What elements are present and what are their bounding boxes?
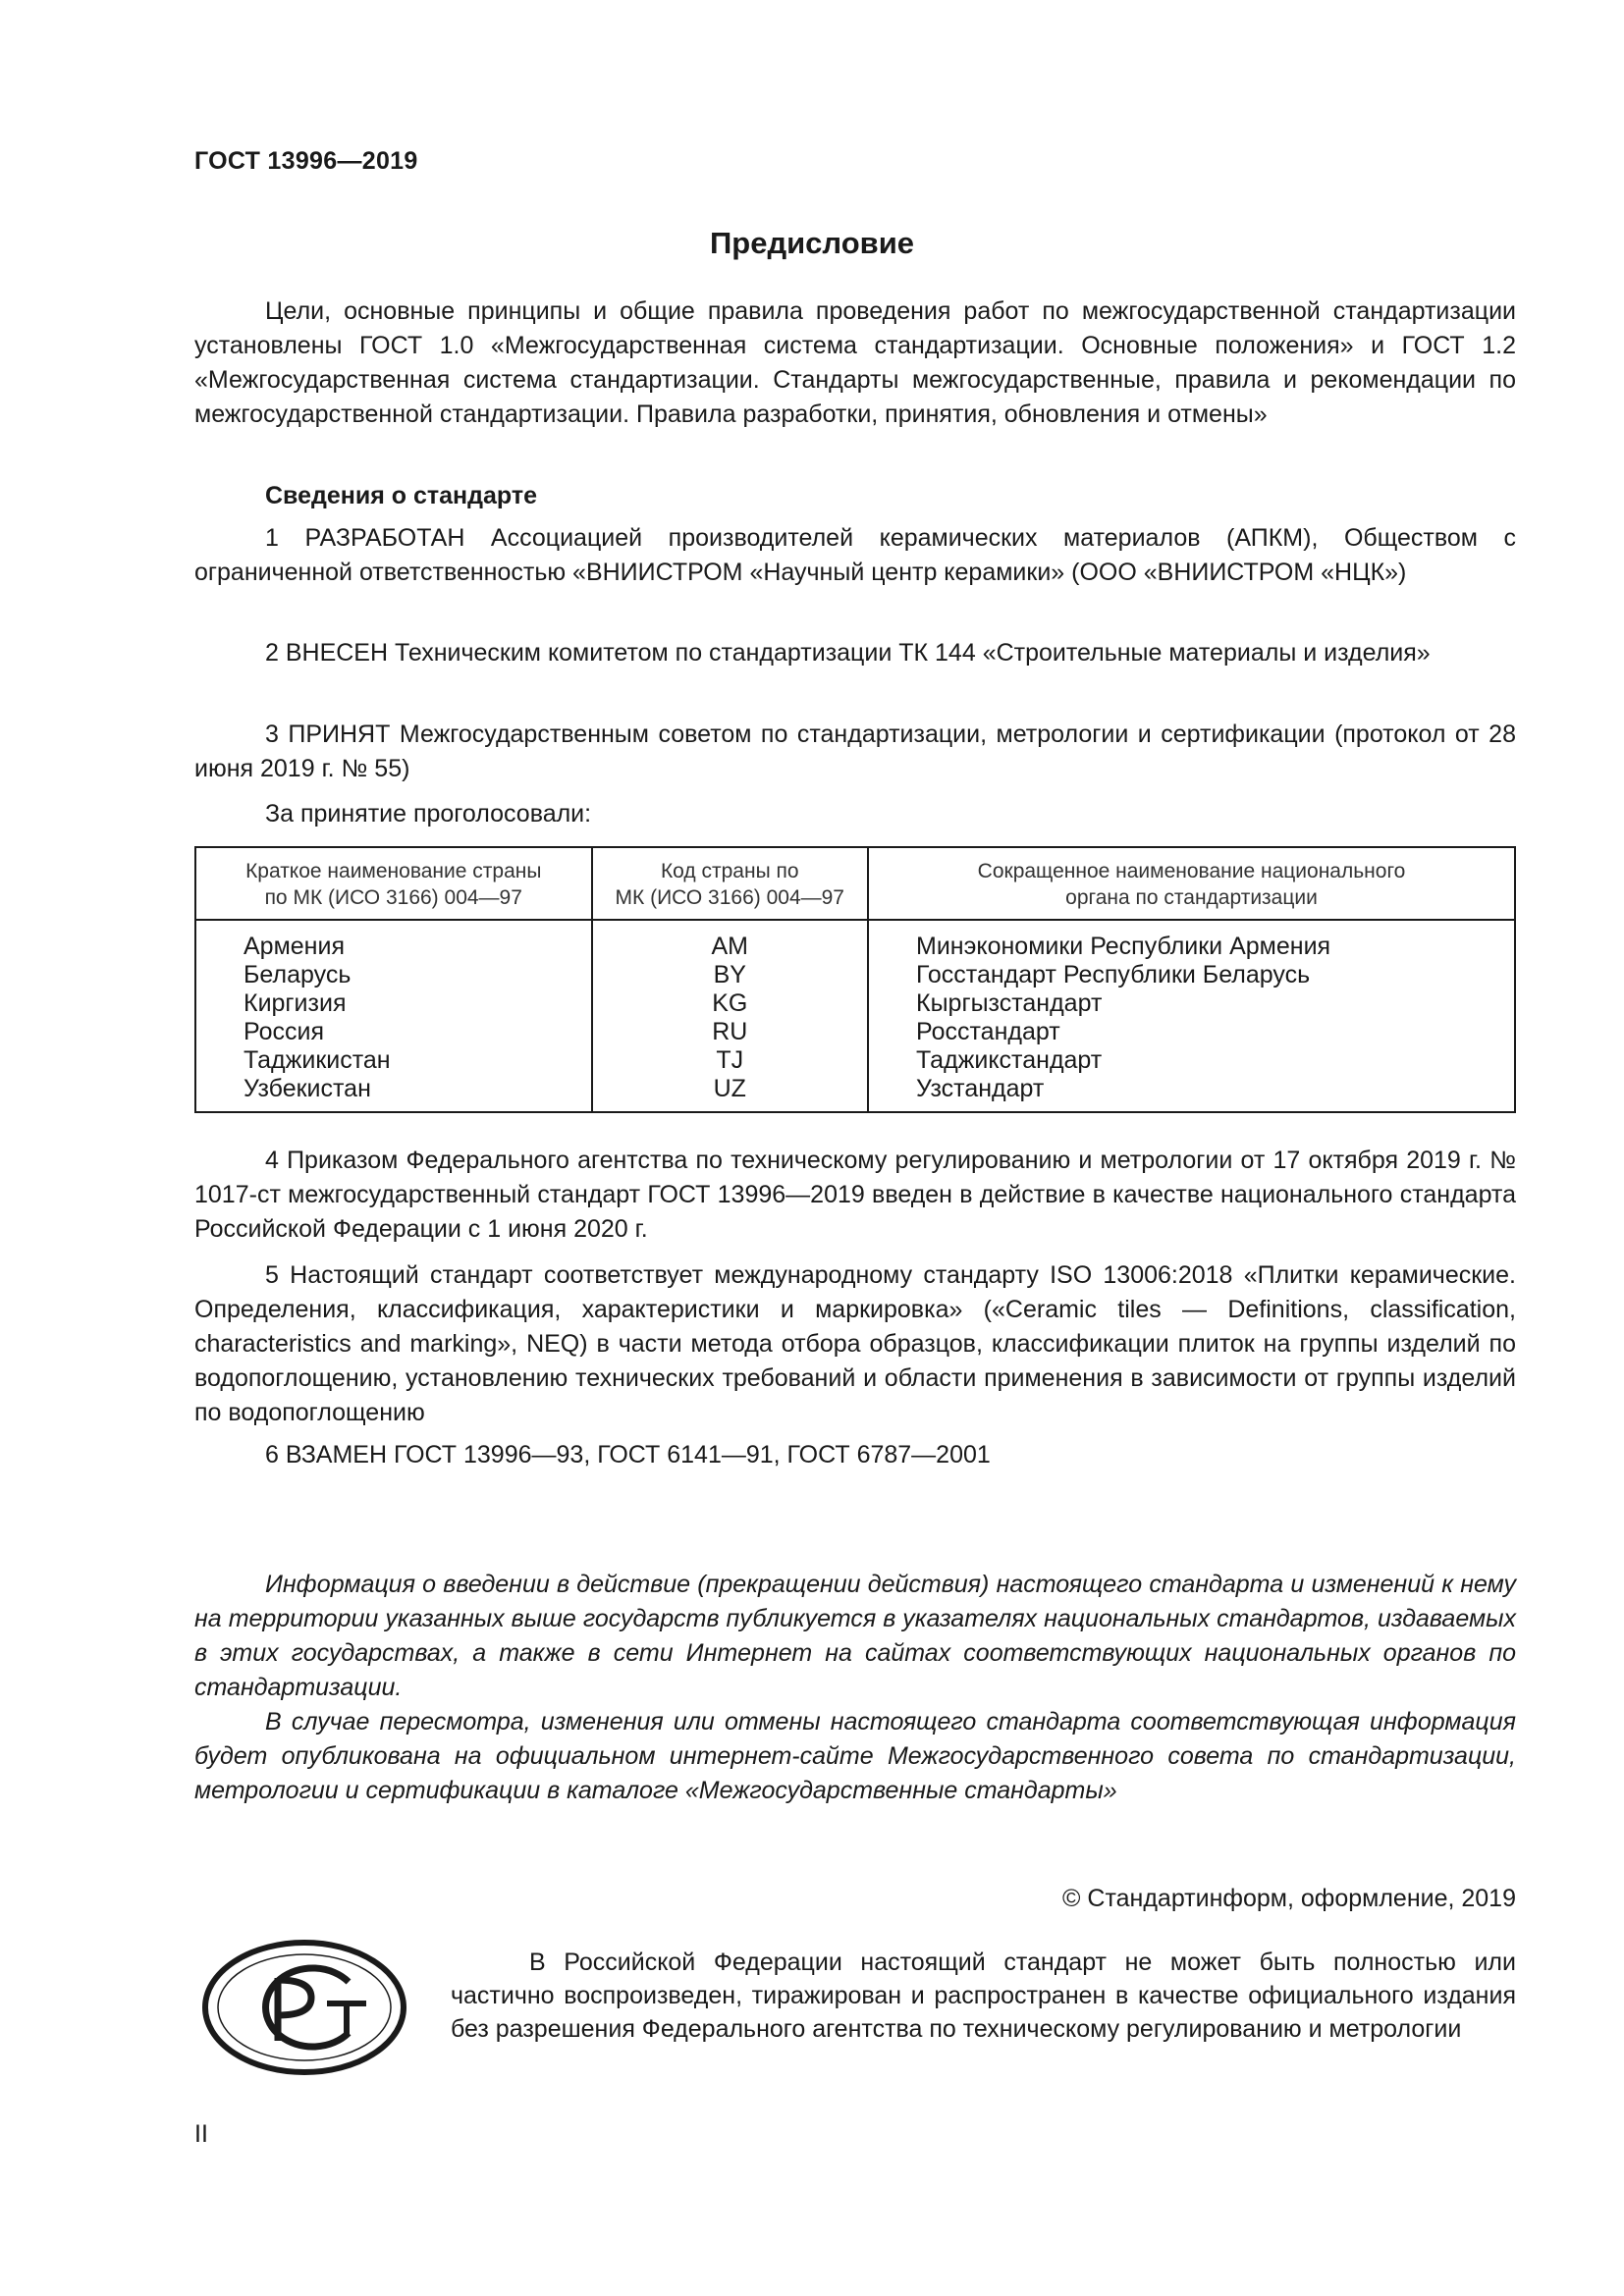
notice-paragraph-1: Информация о введении в действие (прекращении действия) настоящего стандарта и изменений к нему на территории указанных выше государств публикуется в указателях национальных стандартов, издаваемых в этих государствах, а также в сети Интернет на сайтах соответствующих национальных органов по стандартизации. [194,1571,1516,1701]
table-row [195,1018,1515,1046]
page-title: Предисловие [709,226,914,260]
country-cell: Беларусь [195,961,592,989]
country-cell: Киргизия [195,989,592,1018]
header-country-code: Код страны по МК (ИСО 3166) 004—97 [592,847,869,920]
item-3-adopted: 3 ПРИНЯТ Межгосударственным советом по стандартизации, метрологии и сертификации (протокол от 28 июня 2019 г. № 55) [194,721,1516,782]
body-cell: Госстандарт Республики Беларусь [868,961,1515,989]
table-row [195,961,1515,989]
rf-reproduction-notice [451,1946,1516,2046]
table-row [195,920,1515,961]
header-country-name: Краткое наименование страны по МК (ИСО 3166) 004—97 [195,847,592,920]
info-heading: Сведения о стандарте [265,482,538,509]
code-cell: AM [592,920,869,961]
body-cell: Таджикстандарт [868,1046,1515,1075]
header-standards-body: Сокращенное наименование национального органа по стандартизации [868,847,1515,920]
notice-paragraph-2: В случае пересмотра, изменения или отмены настоящего стандарта соответствующая информация будет опубликована на официальном интернет-сайте Межгосударственного совета по стандартизации, метрологии и сертификации в каталоге «Межгосударственные стандарты» [194,1708,1516,1804]
item-6-replaces: 6 ВЗАМЕН ГОСТ 13996—93, ГОСТ 6141—91, ГОСТ 6787—2001 [265,1441,991,1468]
item-4-order: 4 Приказом Федерального агентства по техническому регулированию и метрологии от 17 октября 2019 г. № 1017-ст межгосударственный стандарт ГОСТ 13996—2019 введен в действие в качестве национального стандарта Российской Федерации с 1 июня 2020 г. [194,1147,1516,1243]
country-cell: Армения [195,920,592,961]
item-1-developed: 1 РАЗРАБОТАН Ассоциацией производителей керамических материалов (АПКМ), Обществом с ограниченной ответственностью «ВНИИСТРОМ «Научный центр керамики» (ООО «ВНИИСТРОМ «НЦК») [194,524,1516,586]
document-id: ГОСТ 13996—2019 [194,147,418,175]
copyright: © Стандартинформ, оформление, 2019 [1062,1885,1516,1912]
table-row [195,1075,1515,1112]
voting-table [194,846,1516,1113]
body-cell: Узстандарт [868,1075,1515,1112]
country-cell: Таджикистан [195,1046,592,1075]
country-cell: Узбекистан [195,1075,592,1112]
table-row [195,989,1515,1018]
code-cell: KG [592,989,869,1018]
body-cell: Минэкономики Республики Армения [868,920,1515,961]
intro-paragraph: Цели, основные принципы и общие правила проведения работ по межгосударственной стандартизации установлены ГОСТ 1.0 «Межгосударственная система стандартизации. Основные положения» и ГОСТ 1.2 «Межгосударственная система стандартизации. Стандарты межгосударственные, правила и рекомендации по межгосударственной стандартизации. Правила разработки, принятия, обновления и отмены» [194,297,1516,428]
item-5-correspondence: 5 Настоящий стандарт соответствует международному стандарту ISO 13006:2018 «Плитки керамические. Определения, классификация, характеристики и маркировка» («Ceramic tiles — Definitions, classification, characteristics and marking», NEQ) в части метода отбора образцов, классификации плиток на группы изделий по водопоглощению, установлению технических требований и области применения в зависимости от группы изделий по водопоглощению [194,1261,1516,1426]
body-cell: Росстандарт [868,1018,1515,1046]
table-row [195,1046,1515,1075]
page-number: II [194,2120,208,2148]
code-cell: TJ [592,1046,869,1075]
body-cell: Кыргызстандарт [868,989,1515,1018]
rf-notice-text: В Российской Федерации настоящий стандарт не может быть полностью или частично воспроизведен, тиражирован и распространен в качестве официального издания без разрешения Федерального агентства по техническому регулированию и метрологии [451,1949,1516,2043]
item-2-introduced: 2 ВНЕСЕН Техническим комитетом по стандартизации ТК 144 «Строительные материалы и изделия» [265,639,1431,667]
country-cell: Россия [195,1018,592,1046]
code-cell: BY [592,961,869,989]
code-cell: RU [592,1018,869,1046]
gost-r-conformity-mark-icon [201,1939,407,2076]
voted-label: За принятие проголосовали: [265,800,592,828]
code-cell: UZ [592,1075,869,1112]
